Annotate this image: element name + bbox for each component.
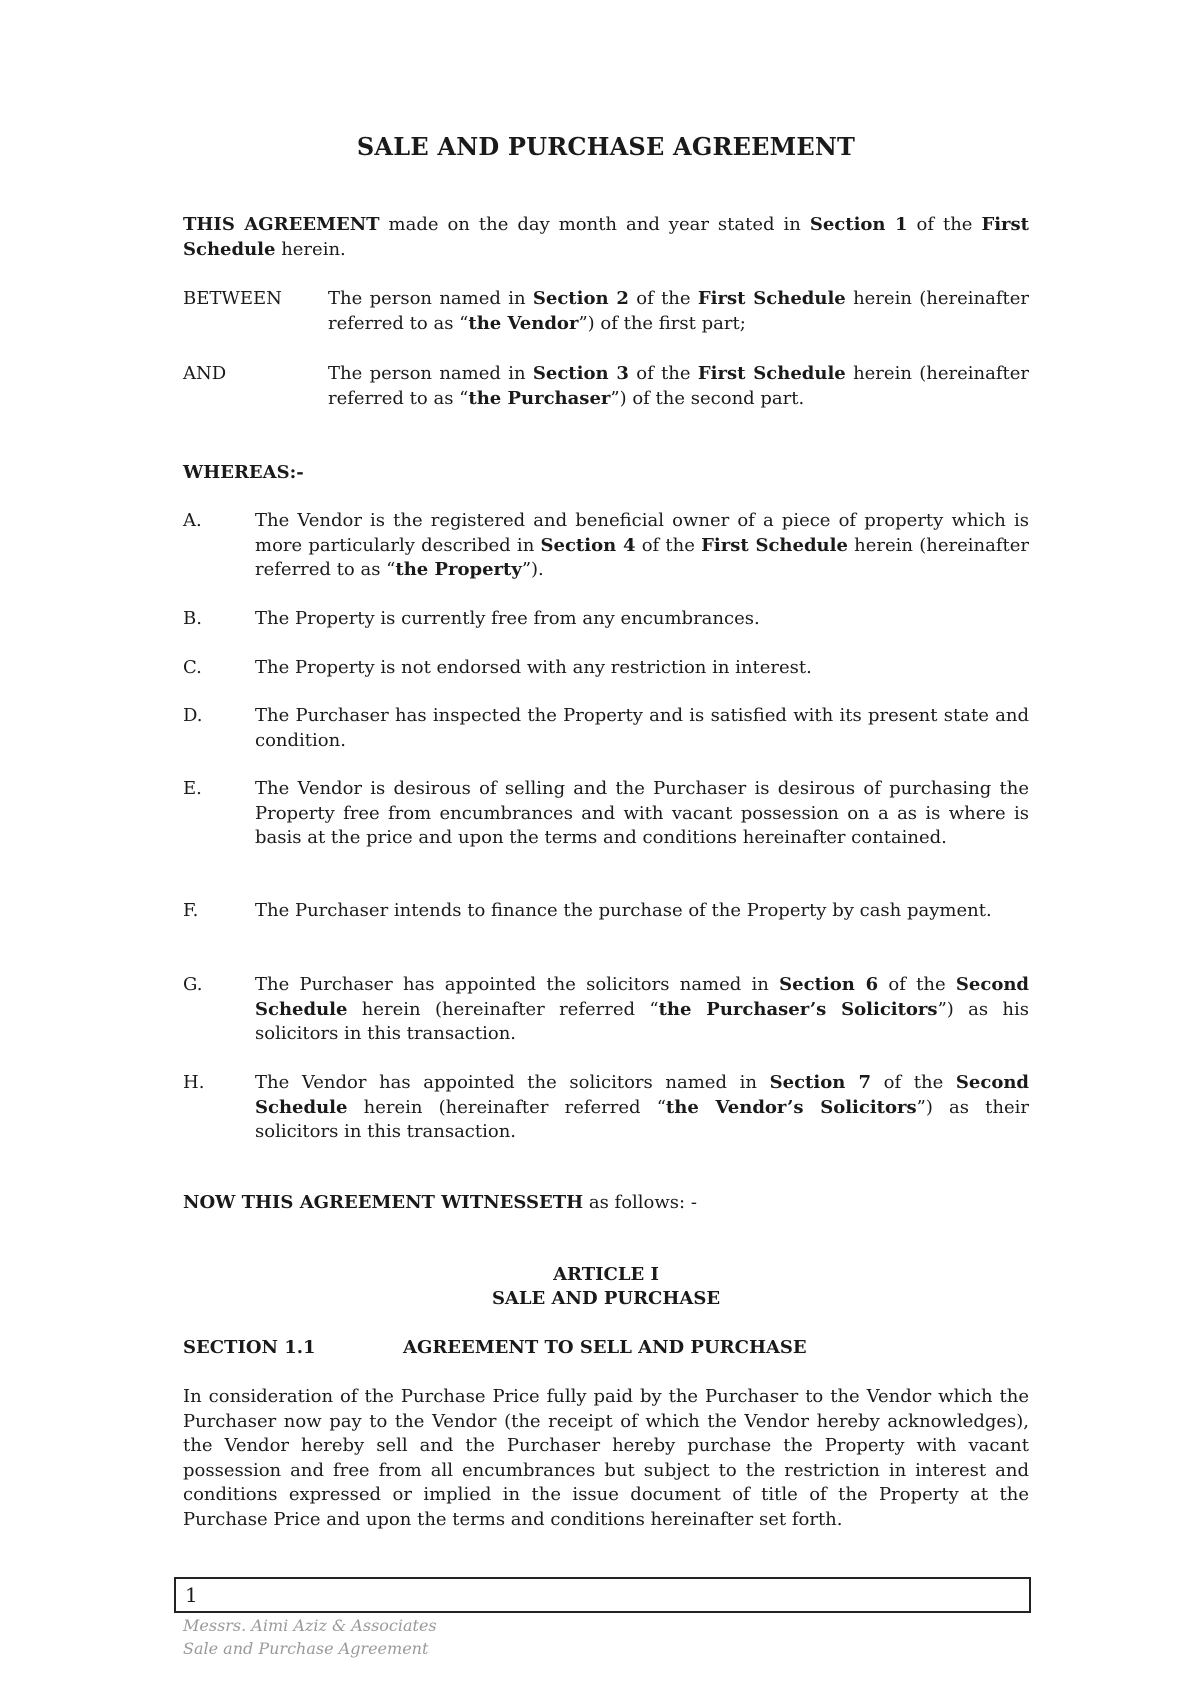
recital-text: The Purchaser intends to finance the purchase of the Property by cash payment. [255, 900, 992, 921]
recital-label: G. [183, 974, 203, 995]
witnesseth-line: NOW THIS AGREEMENT WITNESSETH as follows: - [183, 1192, 697, 1213]
recital-label: B. [183, 608, 202, 629]
section-body: In consideration of the Purchase Price fully paid by the Purchaser to the Vendor which the Purchaser now pay to the Vendor (the receipt of which the Vendor hereby acknowledges), the Vendor hereby sell and the Purchaser hereby purchase the Property with vacant possession and free from all encumbrances but subject to the restriction in interest and conditions expressed or implied in the issue document of title of the Property at the Purchase Price and upon the terms and conditions hereinafter set forth. [183, 1386, 1029, 1530]
recital-label: C. [183, 657, 202, 678]
party-label: BETWEEN [183, 288, 282, 309]
recital-label: H. [183, 1072, 205, 1093]
party-label: AND [183, 363, 227, 384]
party-description: The person named in Section 3 of the First Schedule herein (hereinafter referred to as “the Purchaser”) of the second part. [328, 363, 1029, 409]
recital-text: The Vendor has appointed the solicitors named in Section 7 of the Second Schedule herein (hereinafter referred “the Vendor’s Solicitors”) as their solicitors in this transaction. [255, 1072, 1029, 1142]
recital-text: The Vendor is the registered and beneficial owner of a piece of property which is more particularly described in Section 4 of the First Schedule herein (hereinafter referred to as “the Property”). [255, 510, 1029, 580]
recital-label: E. [183, 778, 202, 799]
page-number: 1 [185, 1583, 198, 1607]
footer-document-name: Sale and Purchase Agreement [183, 1639, 429, 1658]
section-number: SECTION 1.1 [183, 1337, 316, 1358]
recital-label: D. [183, 705, 203, 726]
recital-text: The Vendor is desirous of selling and the Purchaser is desirous of purchasing the Property free from encumbrances and with vacant possession on a as is where is basis at the price and upon the terms and conditions hereinafter contained. [255, 778, 1029, 848]
recital-text: The Property is currently free from any encumbrances. [255, 608, 760, 629]
footer-page-box [174, 1577, 1031, 1613]
whereas-heading: WHEREAS:- [183, 462, 304, 483]
section-title: AGREEMENT TO SELL AND PURCHASE [403, 1337, 807, 1358]
recital-text: The Purchaser has appointed the solicitors named in Section 6 of the Second Schedule herein (hereinafter referred “the Purchaser’s Solicitors”) as his solicitors in this transaction. [255, 974, 1030, 1044]
recital-label: F. [183, 900, 199, 921]
document-title: SALE AND PURCHASE AGREEMENT [356, 132, 856, 161]
recital-text: The Property is not endorsed with any restriction in interest. [255, 657, 812, 678]
article-title: SALE AND PURCHASE [491, 1288, 721, 1309]
intro-paragraph: THIS AGREEMENT made on the day month and year stated in Section 1 of the First Schedule herein. [183, 214, 1029, 260]
recital-text: The Purchaser has inspected the Property and is satisfied with its present state and condition. [255, 705, 1029, 751]
footer-firm: Messrs. Aimi Aziz & Associates [183, 1616, 437, 1635]
party-description: The person named in Section 2 of the First Schedule herein (hereinafter referred to as “the Vendor”) of the first part; [328, 288, 1029, 334]
recital-label: A. [183, 510, 202, 531]
article-number: ARTICLE I [553, 1264, 659, 1285]
